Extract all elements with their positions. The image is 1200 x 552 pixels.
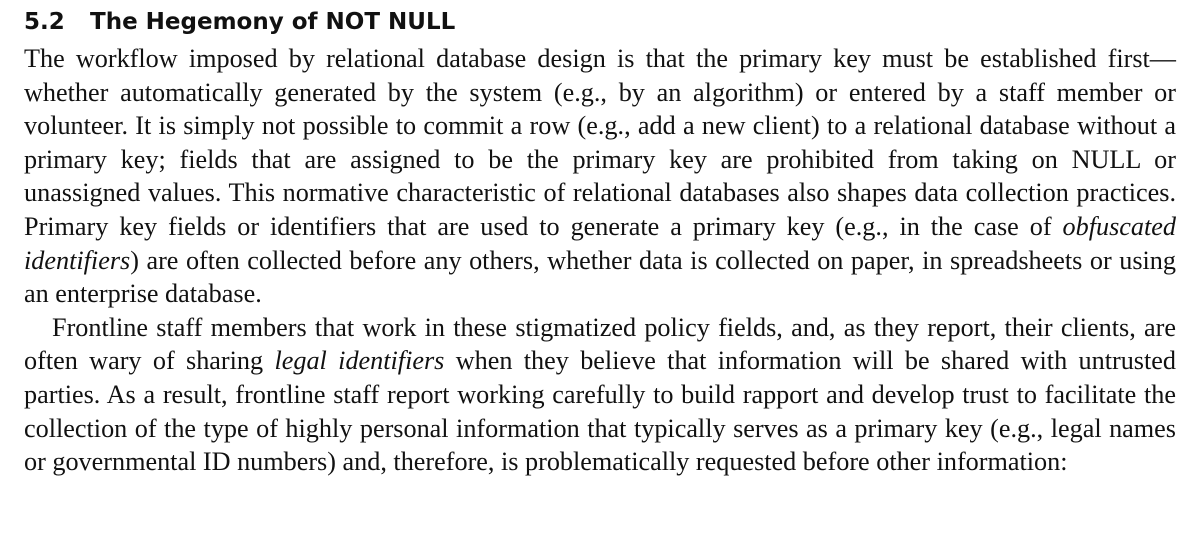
paragraph-1-text-b: ) are often collected before any others, whether data is collected on paper, in spreadsheets or using an enterprise database. bbox=[24, 245, 1176, 309]
section-title: The Hegemony of NOT NULL bbox=[90, 9, 456, 35]
paragraph-2-text-a: Frontline staff members that work in these stigmatized policy fields, and, as they report, their clients, are often wary of sharing bbox=[24, 312, 1176, 376]
paragraph-2-text-b: when they believe that information will be shared with untrusted parties. As a result, frontline staff report working carefully to build rapport and develop trust to facilitate the collection of the type of highly personal information that typically serves as a primary key (e.g., legal names or governmental ID numbers) and, therefore, is problematically requested before other information: bbox=[24, 346, 1176, 477]
document-page bbox=[24, 2, 1176, 479]
paragraph-1 bbox=[24, 42, 1176, 311]
paragraph-2 bbox=[24, 311, 1176, 479]
paragraph-2-emphasis: legal identifiers bbox=[274, 346, 445, 376]
section-number: 5.2 bbox=[24, 9, 65, 35]
section-heading bbox=[24, 2, 1176, 42]
paragraph-1-text-a: The workflow imposed by relational database design is that the primary key must be established first—whether automatically generated by the system (e.g., by an algorithm) or entered by a staff member or volunteer. It is simply not possible to commit a row (e.g., add a new client) to a relational database without a primary key; fields that are assigned to be the primary key are prohibited from taking on NULL or unassigned values. This normative characteristic of relational databases also shapes data collection practices. Primary key fields or identifiers that are used to generate a primary key (e.g., in the case of bbox=[24, 44, 1176, 241]
paragraph-1-emphasis: obfuscated identifiers bbox=[24, 211, 1176, 275]
